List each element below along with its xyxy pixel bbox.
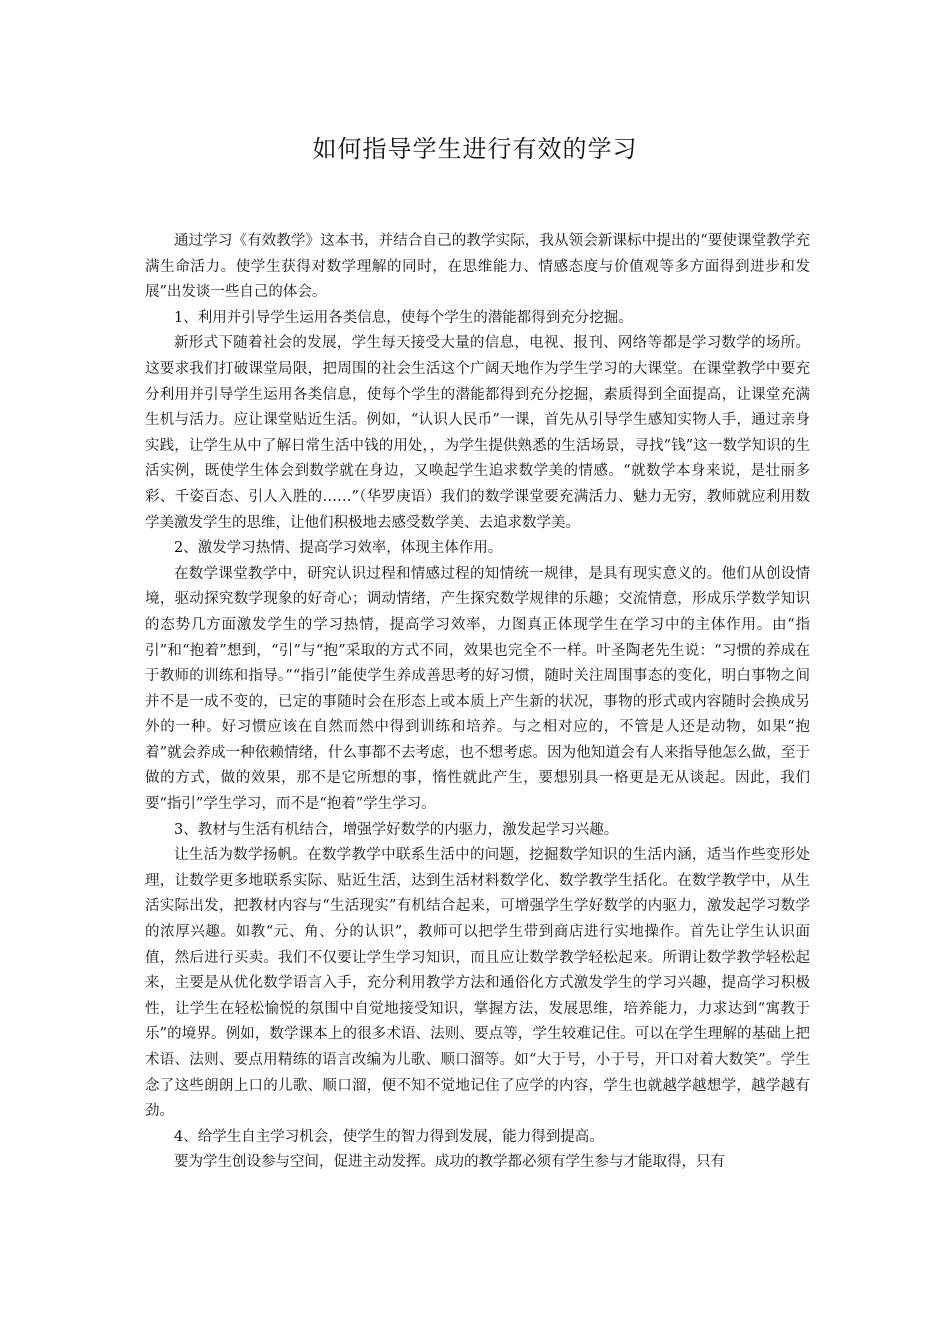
section-heading-4: 4、给学生自主学习机会，使学生的智力得到发展，能力得到提高。 xyxy=(174,1128,604,1145)
section-heading-1: 1、利用并引导学生运用各类信息，使每个学生的潜能都得到充分挖掘。 xyxy=(174,309,633,326)
section-body-3: 让生活为数学扬帆。在数学教学中联系生活中的问题，挖掘数学知识的生活内涵，适当作些变形处理，让数学更多地联系实际、贴近生活，达到生活材料数学化、数学教学生括化。在数学教学中，从生活实际出发，把教材内容与“生活现实”有机结合起来，可增强学生学好数学的内驱力，激发起学习数学的浓厚兴趣。如教“元、角、分的认识”，教师可以把学生带到商店进行实地操作。首先让学生认识面值，然后进行买卖。我们不仅要让学生学习知识，而且应让数学教学轻松起来。所谓让数学教学轻松起来，主要是从优化数学语言入手，充分利用教学方法和通俗化方式激发学生的学习兴趣，提高学习积极性，让学生在轻松愉悦的氛围中自觉地接受知识，掌握方法，发展思维，培养能力，力求达到“寓教于乐”的境界。例如，数学课本上的很多术语、法则、要点等，学生较难记住。可以在学生理解的基础上把术语、法则、要点用精练的语言改编为儿歌、顺口溜等。如“大于号，小于号，开口对着大数笑”。学生念了这些朗朗上口的儿歌、顺口溜，便不知不觉地记住了应学的内容，学生也就越学越想学，越学越有劲。 xyxy=(145,847,810,1120)
section-heading-3: 3、教材与生活有机结合，增强学好数学的内驱力，激发起学习兴趣。 xyxy=(174,821,619,838)
intro-paragraph: 通过学习《有效教学》这本书，并结合自己的教学实际，我从领会新课标中提出的“要使课堂教学充满生命活力。使学生获得对数学理解的同时，在思维能力、情感态度与价值观等多方面得到进步和发展”出发谈一些自己的体会。 xyxy=(145,233,810,301)
section-heading-2: 2、激发学习热情、提高学习效率，体现主体作用。 xyxy=(174,540,503,557)
section-body-2: 在数学课堂教学中，研究认识过程和情感过程的知情统一规律，是具有现实意义的。他们从创设情境，驱动探究数学现象的好奇心；调动情绪，产生探究数学规律的乐趣；交流情意，形成乐学数学知识的态势几方面激发学生的学习热情，提高学习效率，力图真正体现学生在学习中的主体作用。由“指引”和“抱着”想到，“引”与“抱”采取的方式不同，效果也完全不一样。叶圣陶老先生说：“习惯的养成在于教师的训练和指导。”“指引”能使学生养成善思考的好习惯，随时关注周围事态的变化，明白事物之间并不是一成不变的，已定的事随时会在形态上或本质上产生新的状况，事物的形式或内容随时会换成另外的一种。好习惯应该在自然而然中得到训练和培养。与之相对应的，不管是人还是动物，如果“抱着”就会养成一种依赖情绪，什么事都不去考虑，也不想考虑。因为他知道会有人来指导他怎么做，至于做的方式，做的效果，那不是它所想的事，惰性就此产生，要想别具一格更是无从谈起。因此，我们要“指引”学生学习，而不是“抱着”学生学习。 xyxy=(145,565,810,813)
section-body-1: 新形式下随着社会的发展，学生每天接受大量的信息，电视、报刊、网络等都是学习数学的场所。这要求我们打破课堂局限，把周围的社会生活这个广阔天地作为学生学习的大课堂。在课堂教学中要充分利用并引导学生运用各类信息，使每个学生的潜能都得到充分挖掘，素质得到全面提高，让课堂充满生机与活力。应让课堂贴近生活。例如，“认识人民币”一课，首先从引导学生感知实物人手，通过亲身实践，让学生从中了解日常生活中钱的用处，，为学生提供熟悉的生活场景，寻找“钱”这一数学知识的生活实例，既使学生体会到数学就在身边，又唤起学生追求数学美的情感。“就数学本身来说，是壮丽多彩、千姿百态、引人入胜的……”（华罗庚语）我们的数学课堂要充满活力、魅力无穷，教师就应利用数学美激发学生的思维，让他们积极地去感受数学美、去追求数学美。 xyxy=(145,335,810,531)
section-body-4: 要为学生创设参与空间，促进主动发挥。成功的教学都必须有学生参与才能取得，只有 xyxy=(174,1154,725,1171)
document-body xyxy=(145,229,810,1176)
document-title: 如何指导学生进行有效的学习 xyxy=(312,135,638,163)
